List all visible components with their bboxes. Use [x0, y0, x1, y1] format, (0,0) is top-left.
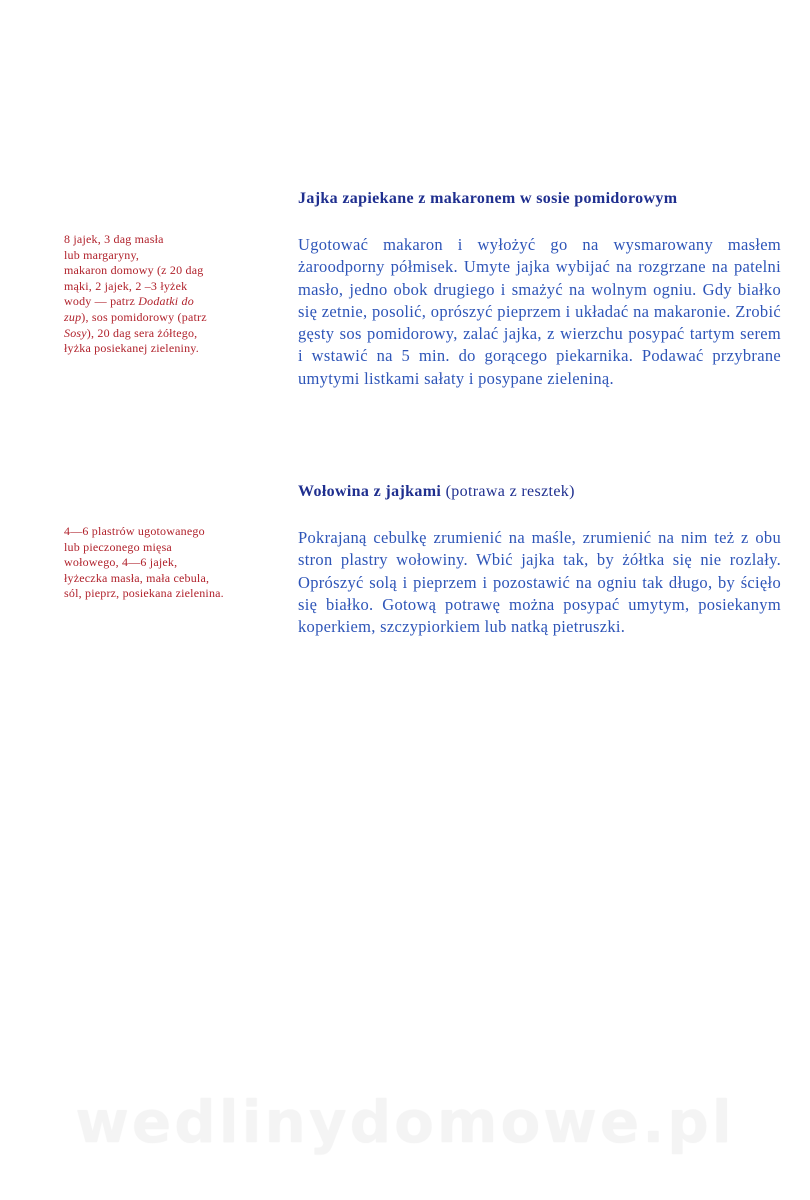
ingredients-line [64, 294, 284, 310]
recipe-2-instructions: Pokrajaną cebulkę zrumienić na maśle, zrumienić na nim też z obu stron plastry wołowiny. Wbić jajka tak, by żółtka się nie rozlały. Oprószyć solą i pieprzem i pozostawić na ogniu tak długo, by ścięło się białko. Gotową potrawę można posypać umytym, posiekanym koperkiem, szczypiorkiem lub natką pietruszki. [298, 528, 781, 637]
ingredients-line: lub margaryny, [64, 247, 140, 262]
recipe-2-subtitle: (potrawa z resztek) [445, 483, 575, 500]
ingredients-line: lub pieczonego mięsa [64, 539, 172, 554]
recipe-2-ingredients [64, 524, 284, 602]
recipe-2-title-text: Wołowina z jajkami [298, 483, 442, 500]
ingredients-text: wody — patrz [64, 294, 139, 309]
ingredients-line: 4—6 plastrów ugotowanego [64, 524, 205, 538]
ingredients-line: łyżeczka masła, mała cebula, [64, 570, 210, 585]
recipe-1-title-text: Jajka zapiekane z makaronem w sosie pomidorowym [298, 190, 678, 207]
ingredients-line: mąki, 2 jajek, 2 –3 łyżek [64, 278, 188, 293]
ingredients-reference: zup [64, 309, 82, 324]
recipe-1-ingredients [64, 232, 284, 357]
ingredients-line [64, 310, 284, 326]
ingredients-reference: Sosy [64, 325, 87, 340]
ingredients-text: ), sos pomidorowy (patrz [81, 309, 207, 324]
recipe-2-title [298, 483, 575, 501]
ingredients-text: ), 20 dag sera żółtego, [86, 325, 198, 340]
ingredients-reference: Dodatki do [138, 294, 194, 309]
ingredients-line: 8 jajek, 3 dag masła [64, 232, 164, 246]
recipe-1-title [298, 190, 677, 208]
ingredients-line: makaron domowy (z 20 dag [64, 263, 204, 278]
ingredients-line: łyżka posiekanej zieleniny. [64, 341, 199, 356]
ingredients-line: wołowego, 4—6 jajek, [64, 555, 178, 570]
ingredients-line [64, 326, 284, 342]
watermark-logo: wedlinydomowe.pl [75, 1088, 735, 1156]
recipe-1-instructions: Ugotować makaron i wyłożyć go na wysmarowany masłem żaroodporny półmisek. Umyte jajka wybijać na rozgrzane na patelni masło, jedno obok drugiego i smażyć na wolnym ogniu. Gdy białko się zetnie, posolić, oprószyć pieprzem i układać na makaronie. Zrobić gęsty sos pomidorowy, zalać jajka, z wierzchu posypać tartym serem i wstawić na 5 min. do gorącego piekarnika. Podawać przybrane umytymi listkami sałaty i posypane zieleniną. [298, 235, 781, 388]
ingredients-line: sól, pieprz, posiekana zielenina. [64, 586, 224, 601]
